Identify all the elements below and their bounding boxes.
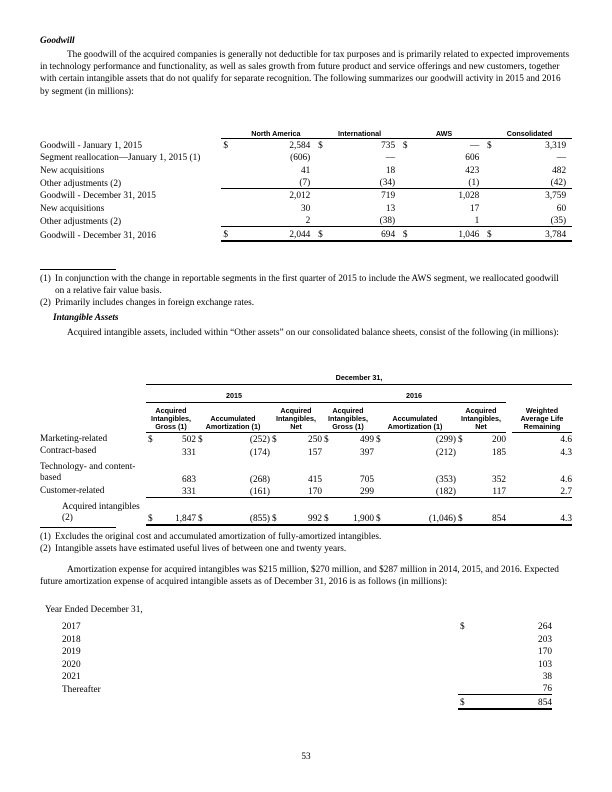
currency-symbol [196, 485, 204, 498]
intangibles-period-row [40, 370, 572, 385]
currency-symbol [401, 189, 409, 202]
table-cell: (212) [435, 447, 456, 458]
row-label: Acquired intangibles (2) [62, 501, 140, 524]
table-cell: (1,046) [382, 498, 456, 525]
table-cell: 3,759 [493, 189, 566, 202]
table-cell: (35) [550, 216, 567, 227]
intangibles-intro-block [40, 327, 572, 339]
goodwill-intro: The goodwill of the acquired companies is generally not deductible for tax purposes and is primarily related to expected improvements in technology performance and functionality, as well as sales growth from future product and service offerings and new customers, together with certain intangible assets that do not qualify for separate recognition. The following summarizes our goodwill activity in 2015 and 2016 by segment (in millions): [40, 50, 570, 97]
table-cell: 103 [538, 659, 552, 670]
table-cell: 38 [542, 671, 552, 682]
table-cell: 854 [464, 498, 506, 525]
currency-symbol: $ [198, 435, 203, 446]
table-cell: 683 [182, 474, 196, 485]
currency-symbol [401, 176, 409, 189]
footnote-text: Intangible assets have estimated useful lives of between one and twenty years. [55, 544, 347, 555]
currency-symbol [485, 176, 493, 189]
footnote-rule [40, 527, 116, 528]
currency-symbol: $ [401, 227, 409, 241]
footnote [40, 273, 570, 297]
currency-symbol: $ [270, 498, 278, 525]
currency-symbol [316, 163, 324, 175]
currency-symbol [456, 445, 464, 457]
currency-symbol: $ [401, 138, 409, 151]
currency-symbol [221, 189, 229, 202]
currency-symbol [485, 201, 493, 213]
table-cell: 17 [469, 203, 480, 214]
col-header-north-america: North America [251, 128, 301, 138]
table-cell: 4.3 [560, 447, 572, 458]
currency-symbol [221, 214, 229, 227]
table-cell: 200 [492, 435, 506, 446]
cell-spacer [566, 189, 572, 202]
table-cell: 2,044 [229, 227, 310, 241]
currency-symbol: $ [316, 138, 324, 151]
table-cell: (174) [249, 447, 270, 458]
table-cell: 2,584 [229, 138, 310, 151]
table-cell: (353) [435, 474, 456, 485]
table-cell: 170 [308, 487, 322, 498]
table-row [40, 176, 572, 189]
row-label: New acquisitions [40, 203, 105, 214]
table-cell: 30 [300, 203, 311, 214]
table-cell: 250 [308, 435, 322, 446]
year-2016-header: 2016 [322, 385, 506, 402]
currency-symbol: $ [322, 498, 330, 525]
table-cell: 1 [474, 216, 480, 227]
table-row [40, 151, 572, 163]
col-header-amortization-2015: Accumulated Amortization (1) [196, 402, 270, 432]
currency-symbol [221, 176, 229, 189]
row-label: Other adjustments (2) [40, 178, 122, 189]
table-cell: (161) [249, 487, 270, 498]
table-cell: — [556, 153, 567, 164]
table-cell: 18 [385, 165, 396, 176]
table-cell: 992 [278, 498, 322, 525]
table-cell: 1,028 [409, 189, 479, 202]
cell-spacer [566, 201, 572, 213]
row-label: Marketing-related [40, 433, 108, 444]
table-cell: 499 [360, 435, 374, 446]
currency-symbol: $ [221, 227, 229, 241]
table-cell: — [385, 153, 396, 164]
table-cell: (299) [435, 435, 456, 446]
intangibles-footnotes [40, 531, 570, 555]
row-label: New acquisitions [40, 165, 105, 176]
table-cell: 170 [538, 647, 552, 658]
currency-symbol [401, 214, 409, 227]
table-cell: 13 [385, 203, 396, 214]
currency-symbol: $ [316, 227, 324, 241]
row-label: 2021 [62, 671, 81, 682]
table-cell: (42) [550, 178, 567, 189]
col-header-gross-2015: Acquired Intangibles, Gross (1) [146, 402, 196, 432]
table-cell: 60 [556, 203, 567, 214]
table-row [40, 458, 572, 485]
table-cell: 352 [492, 474, 506, 485]
table-cell: (252) [249, 435, 270, 446]
currency-symbol [485, 214, 493, 227]
table-cell: (268) [249, 474, 270, 485]
currency-symbol [401, 163, 409, 175]
table-cell: (34) [379, 178, 396, 189]
amortization-intro-block [40, 564, 572, 588]
currency-symbol [221, 151, 229, 163]
intangibles-heading: Intangible Assets [53, 313, 119, 323]
table-cell: 41 [300, 165, 311, 176]
intangibles-year-row [40, 385, 572, 402]
col-header-net-2016: Acquired Intangibles, Net [456, 402, 506, 432]
col-header-international: International [337, 128, 382, 138]
table-cell: (182) [435, 487, 456, 498]
row-label: Goodwill - January 1, 2015 [40, 140, 142, 151]
currency-symbol: $ [196, 498, 204, 525]
table-row [40, 445, 572, 457]
table-cell: 2,012 [229, 189, 310, 202]
currency-symbol [401, 201, 409, 213]
currency-symbol [322, 458, 330, 485]
currency-symbol [458, 657, 468, 669]
amortization-table [40, 620, 552, 710]
currency-symbol [316, 214, 324, 227]
amortization-total: 854 [468, 695, 552, 709]
currency-symbol: $ [458, 435, 463, 446]
currency-symbol [374, 458, 382, 485]
table-row [40, 498, 572, 525]
currency-symbol: $ [456, 498, 464, 525]
goodwill-footnotes [40, 273, 570, 310]
table-cell: 1,900 [330, 498, 374, 525]
table-cell: 4.6 [560, 435, 572, 446]
currency-symbol [196, 458, 204, 485]
table-cell: 117 [492, 487, 506, 498]
table-cell: 3,319 [493, 138, 566, 151]
currency-symbol [485, 151, 493, 163]
table-cell: 264 [538, 622, 552, 633]
footnote [40, 297, 570, 309]
footnote-text: In conjunction with the change in reportable segments in the first quarter of 2015 to include the AWS segment, we reallocated goodwill on a relative fair value basis. [55, 274, 559, 297]
currency-symbol [458, 670, 468, 682]
footnote [40, 543, 570, 555]
table-cell: (7) [299, 178, 311, 189]
table-row [40, 432, 572, 445]
row-label: 2017 [62, 622, 81, 633]
table-cell: 482 [552, 165, 567, 176]
col-header-consolidated: Consolidated [506, 128, 553, 138]
table-row [40, 657, 552, 669]
table-cell: 203 [538, 634, 552, 645]
footnote-rule [40, 269, 116, 270]
currency-symbol [485, 189, 493, 202]
intangibles-table [40, 370, 572, 526]
table-cell: 705 [360, 474, 374, 485]
currency-symbol [316, 176, 324, 189]
currency-symbol [221, 163, 229, 175]
row-label: 2020 [62, 659, 81, 670]
table-cell: 694 [324, 227, 395, 241]
cell-spacer [566, 138, 572, 151]
row-label: Segment reallocation—January 1, 2015 (1) [40, 153, 201, 164]
cell-spacer [566, 176, 572, 189]
currency-symbol [270, 445, 278, 457]
footnote-mark: (2) [40, 298, 51, 309]
year-2015-header: 2015 [146, 385, 322, 402]
currency-symbol [374, 445, 382, 457]
col-header-amortization-2016: Accumulated Amortization (1) [374, 402, 456, 432]
currency-symbol [485, 163, 493, 175]
table-cell: 2 [305, 216, 311, 227]
row-label: 2019 [62, 647, 81, 658]
currency-symbol: $ [374, 498, 382, 525]
table-cell: 502 [182, 435, 196, 446]
currency-symbol: $ [485, 227, 493, 241]
table-cell: 423 [465, 165, 480, 176]
col-header-aws: AWS [435, 128, 453, 138]
cell-spacer [566, 151, 572, 163]
table-row [40, 189, 572, 202]
table-row [40, 682, 552, 695]
currency-symbol: $ [376, 435, 381, 446]
row-label: Other adjustments (2) [40, 216, 122, 227]
currency-symbol [458, 632, 468, 644]
currency-symbol: $ [272, 435, 277, 446]
table-cell: 331 [182, 487, 196, 498]
col-header-weighted-life: Weighted Average Life Remaining [512, 402, 572, 432]
table-cell: 3,784 [493, 227, 566, 241]
table-row [40, 670, 552, 682]
currency-symbol: $ [146, 498, 154, 525]
row-label: 2018 [62, 634, 81, 645]
intangibles-intro: Acquired intangible assets, included within “Other assets” on our consolidated balance sheets, consist of the following (in millions): [67, 328, 559, 338]
currency-symbol [316, 201, 324, 213]
table-cell: (38) [379, 216, 396, 227]
currency-symbol: $ [485, 138, 493, 151]
row-label: Goodwill - December 31, 2016 [40, 230, 156, 241]
currency-symbol: $ [324, 435, 329, 446]
cell-spacer [566, 227, 572, 241]
goodwill-header-row [40, 118, 572, 138]
goodwill-intro-block [40, 49, 572, 98]
table-row [40, 632, 552, 644]
currency-symbol [401, 151, 409, 163]
currency-symbol [270, 485, 278, 498]
amortization-header: Year Ended December 31, [45, 605, 143, 615]
table-cell: 719 [324, 189, 395, 202]
table-cell: 1,046 [409, 227, 479, 241]
cell-spacer [566, 163, 572, 175]
table-row [40, 201, 572, 213]
table-cell: 1,847 [154, 498, 196, 525]
footnote [40, 531, 570, 543]
table-cell: 76 [542, 684, 552, 695]
period-header: December 31, [146, 370, 572, 385]
intangibles-col-header-row [40, 402, 572, 432]
table-row [40, 214, 572, 227]
currency-symbol [221, 201, 229, 213]
currency-symbol [322, 485, 330, 498]
table-cell: (1) [468, 178, 480, 189]
currency-symbol: $ [148, 435, 153, 446]
table-cell: 415 [308, 474, 322, 485]
table-cell: (855) [204, 498, 270, 525]
cell-spacer [566, 214, 572, 227]
row-label: Goodwill - December 31, 2015 [40, 191, 156, 202]
currency-symbol [146, 445, 154, 457]
row-label: Customer-related [40, 486, 105, 497]
footnote-mark: (2) [40, 544, 51, 555]
table-cell: 157 [308, 447, 322, 458]
goodwill-table [40, 118, 572, 242]
footnote-text: Primarily includes changes in foreign exchange rates. [55, 298, 255, 309]
table-cell: 185 [492, 447, 506, 458]
page-number: 53 [301, 752, 311, 762]
currency-symbol: $ [460, 622, 465, 633]
currency-symbol [196, 445, 204, 457]
currency-symbol [456, 458, 464, 485]
table-cell: 606 [465, 153, 480, 164]
col-header-net-2015: Acquired Intangibles, Net [270, 402, 322, 432]
currency-symbol [270, 458, 278, 485]
footnote-mark: (1) [40, 274, 51, 284]
currency-symbol [316, 189, 324, 202]
row-label: Technology- and content-based [40, 461, 136, 484]
currency-symbol [456, 485, 464, 498]
row-label: Contract-based [40, 445, 97, 456]
table-cell: 735 [324, 138, 395, 151]
table-row [40, 163, 572, 175]
currency-symbol: $ [221, 138, 229, 151]
currency-symbol [146, 458, 154, 485]
table-cell: 397 [360, 447, 374, 458]
table-row [40, 227, 572, 241]
row-label: Thereafter [62, 684, 101, 695]
amortization-intro: Amortization expense for acquired intangibles was $215 million, $270 million, and $287 million in 2014, 2015, and 2016. Expected future amortization expense of acquired intangible assets as of December 31, 2016 is as follows (in millions): [40, 565, 559, 588]
table-row [40, 485, 572, 498]
currency-symbol: $ [458, 695, 468, 709]
table-cell: (606) [290, 153, 311, 164]
currency-symbol [322, 445, 330, 457]
table-row [40, 645, 552, 657]
table-cell: 4.3 [512, 498, 572, 525]
table-row [40, 138, 572, 151]
col-header-gross-2016: Acquired Intangibles, Gross (1) [322, 402, 374, 432]
table-cell: 2.7 [560, 487, 572, 498]
table-cell: 4.6 [560, 474, 572, 485]
currency-symbol [374, 485, 382, 498]
currency-symbol [146, 485, 154, 498]
table-cell: 331 [182, 447, 196, 458]
table-cell: 299 [360, 487, 374, 498]
goodwill-heading: Goodwill [40, 36, 75, 46]
currency-symbol [458, 682, 468, 695]
footnote-mark: (1) [40, 532, 51, 542]
table-row [40, 620, 552, 632]
table-cell: — [409, 138, 479, 151]
currency-symbol [316, 151, 324, 163]
footnote-text: Excludes the original cost and accumulated amortization of fully-amortized intangibles. [55, 532, 382, 542]
currency-symbol [458, 645, 468, 657]
amortization-total-row [40, 695, 552, 709]
